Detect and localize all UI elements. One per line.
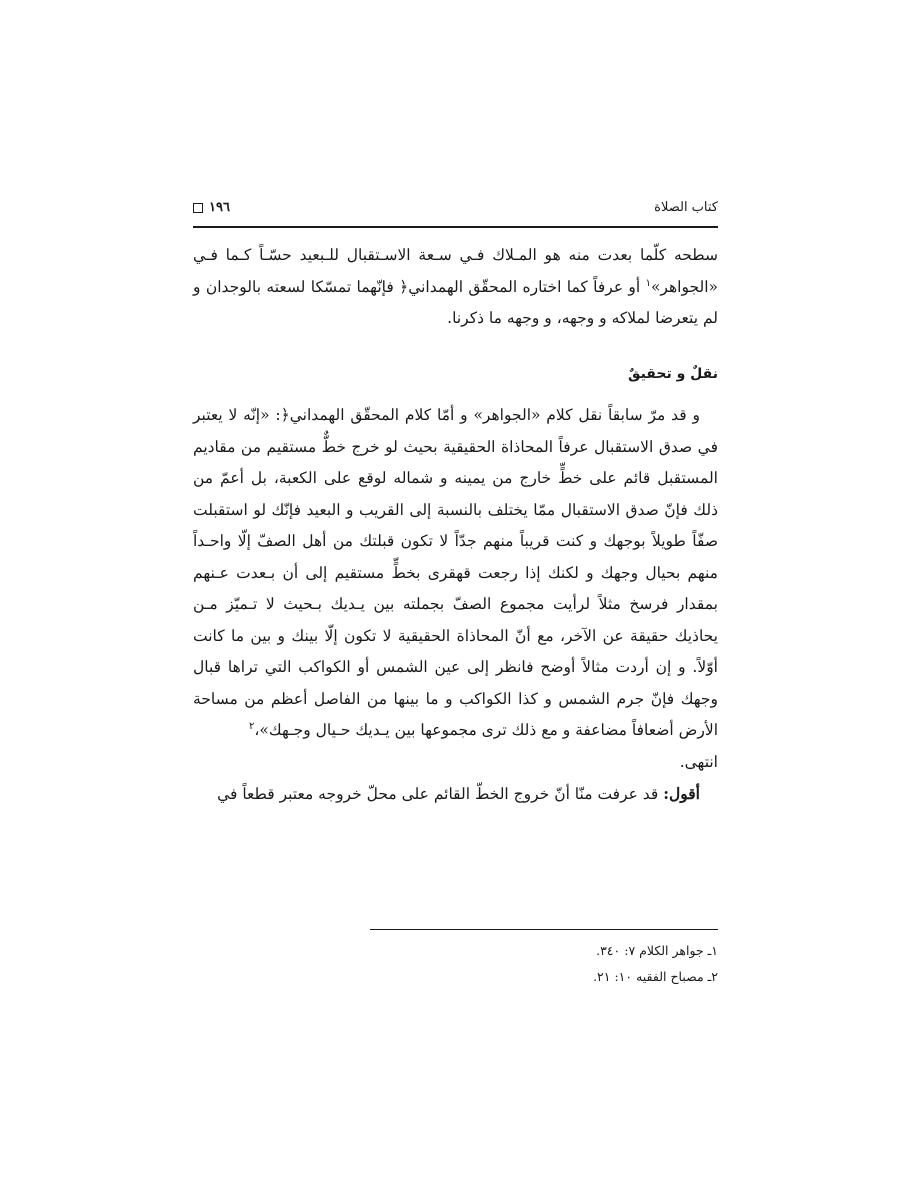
- book-page: [193, 190, 718, 1010]
- para1-line1: سطحه كلّما بعدت منه هو المـلاك فـي سـعة الاسـتقبال للـبعيد حسّـاً كـما فـي: [193, 246, 718, 264]
- paragraph-2-end: انتهى.: [679, 752, 718, 771]
- body-text: [193, 240, 718, 811]
- footnote-2: ٢ـ مصباح الفقيه ١٠: ٢١.: [593, 969, 718, 984]
- footnote-1: ١ـ جواهر الكلام ٧: ٣٤٠.: [596, 943, 718, 958]
- para1-line3: و لم يتعرضا لملاكه و وجهه، و وجهه ما ذكرنا.: [193, 277, 718, 327]
- para3-lead-word: أقول:: [663, 784, 700, 803]
- page-number: ١٩٦: [209, 200, 230, 215]
- square-icon: [193, 203, 203, 213]
- book-title: كتاب الصلاة: [654, 200, 718, 215]
- footnote-ref-2: ٢: [249, 720, 255, 732]
- para1-line2: أو عرفاً كما اختاره المحقّق الهمداني﴿ فإنّهما تمسّكا لسعته بالوجدان: [205, 277, 646, 296]
- paragraph-2: [193, 400, 718, 747]
- paragraph-1: [193, 240, 718, 335]
- footnotes: [193, 938, 718, 990]
- page-number-group: [193, 200, 230, 215]
- para1-jawahir-ref: «الجواهر»: [650, 277, 718, 296]
- running-header: [193, 200, 718, 226]
- paragraph-3: [193, 778, 718, 811]
- section-heading: نقلٌ و تحقيقٌ: [627, 365, 718, 382]
- footnote-ref-1: ١: [645, 277, 651, 289]
- para2-text: و قد مرّ سابقاً نقل كلام «الجواهر» و أمّا كلام المحقّق الهمداني﴿: «إنّه لا يعتبر في صدق الاستقبال عرفاً المحاذاة الحقيقية بحيث لو خرج خطٌّ مستقيم من مقاديم المستقبل قائم على خطٍّ خارج من يمينه و شماله لوقع على الكعبة، بل أعمّ من ذلك فإنّ صدق الاستقبال ممّا يختلف بالنسبة إلى القريب و البعيد فإنّك لو استقبلت صفّاً طويلاً بوجهك و كنت قريباً منهم جدّاً لا تكون قبلتك من أهل الصفّ إلّا واحـداً منهم بحيال وجهك و لكنك إذا رجعت قهقرى بخطٍّ مستقيم إلى أن بـعدت عـنهم بمقدار فرسخ مثلاً لرأيت مجموع الصفّ بجملته بين يـديك بـحيث لا تـميّز مـن يحاذيك حقيقة عن الآخر، مع أنّ المحاذاة الحقيقية لا تكون إلّا بينك و بين ما كانت أوّلاً. و إن أردت مثالاً أوضح فانظر إلى عين الشمس أو الكواكب التي تراها قبال وجهك فإنّ جرم الشمس و كذا الكواكب و ما بينها من الفاصل أعظم من مساحة الأرض أضعافاً مضاعفة و مع ذلك ترى مجموعها بين يـديك حـيال وجـهك»،: [193, 406, 718, 739]
- para3-text: قد عرفت منّا أنّ خروج الخطّ القائم على محلّ خروجه معتبر قطعاً في: [217, 785, 664, 803]
- footnote-rule: [370, 929, 718, 930]
- header-rule: [193, 226, 718, 228]
